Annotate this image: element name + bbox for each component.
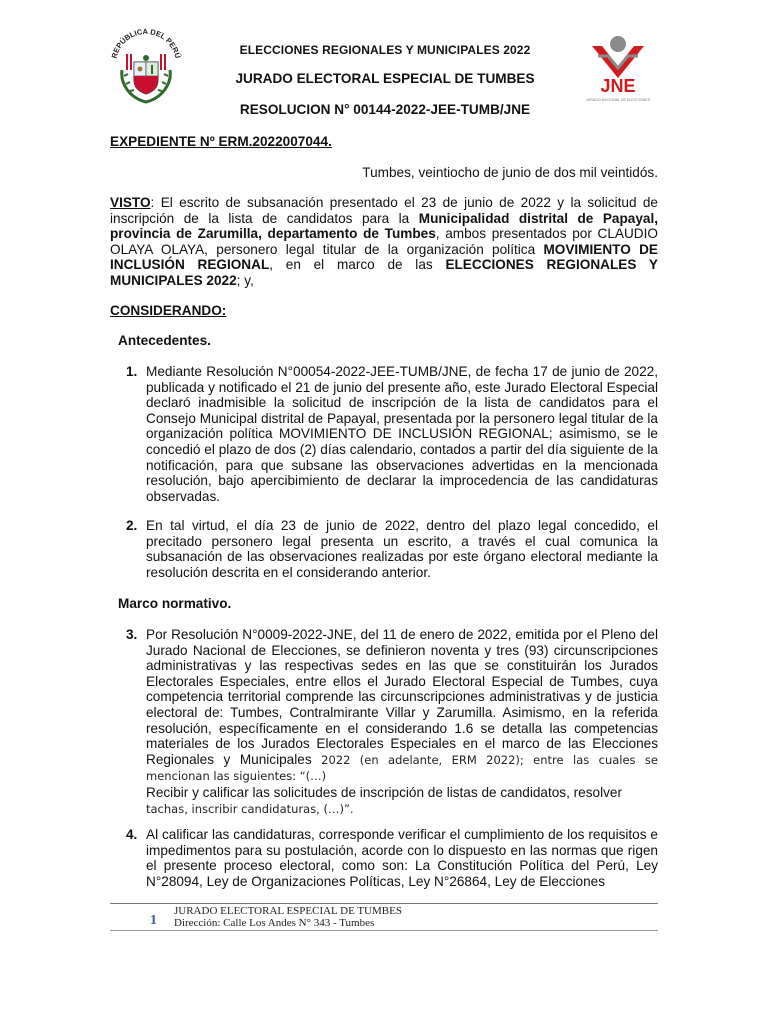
jne-logo-icon	[578, 32, 658, 104]
item-2-text: En tal virtud, el día 23 de junio de 2022, dentro del plazo legal concedido, el precitado personero legal presenta un escrito, a través el cual comunica la subsanación de las observaciones realizadas por este órgano electoral mediante la resolución descrita en el considerando anterior.	[146, 518, 658, 580]
item-2-number: 2.	[126, 518, 138, 533]
item-4-text: Al calificar las candidaturas, corresponde verificar el cumplimiento de los requisitos e impedimentos para su postulación, acorde con lo dispuesto en las normas que rigen el presente proceso electoral, como son: La Constitución Política del Perú, Ley N°28094, Ley de Organizaciones Políticas, Ley N°26864, Ley de Elecciones	[146, 827, 658, 889]
header-election-title: ELECCIONES REGIONALES Y MUNICIPALES 2022	[239, 43, 531, 57]
peru-coat-of-arms-seal	[108, 24, 184, 108]
item-4-number: 4.	[126, 827, 138, 842]
item-1-number: 1.	[126, 364, 138, 379]
item-3-quote-line-2: Recibir y calificar las solicitudes de inscripción de listas de candidatos, resolver	[146, 784, 622, 800]
header-jury-name: JURADO ELECTORAL ESPECIAL DE TUMBES	[235, 71, 535, 86]
visto-label: VISTO	[110, 195, 151, 210]
marco-normativo-heading: Marco normativo.	[118, 596, 232, 611]
item-3-text: Por Resolución N°0009-2022-JNE, del 11 de enero de 2022, emitida por el Pleno del Jurado Nacional de Elecciones, se definieron noventa y tres (93) circunscripciones administrativas y las respectivas sedes en las que se constituirán los Jurados Electorales Especiales, entre ellos el Jurado Electoral Especial de Tumbes, cuya competencia territorial comprende las circunscripciones administrativas y de justicia electoral de: Tumbes, Contralmirante Villar y Zarumilla. Asimismo, en la referida resolución, específicamente en el considerando 1.6 se detalla las competencias materiales de los Jurados Electorales Especiales en el marco de las Elecciones Regionales y Municipales 2022 (en adelante, ERM 2022); entre las cuales se mencionan las siguientes: “(…) Recibir y calificar las solicitudes de inscripción de listas de candidatos, resolver tachas, inscribir candidaturas, (…)”.	[146, 627, 658, 816]
jne-logo-text: JNE	[600, 76, 636, 96]
item-3-quote-line-1: 2022 (en adelante, ERM 2022); entre las cuales se mencionan las siguientes: “(…)	[146, 752, 658, 784]
item-3-quote-line-3: tachas, inscribir candidaturas, (…)”.	[146, 801, 354, 816]
footer-address: Dirección: Calle Los Andes N° 343 - Tumbes	[174, 917, 375, 929]
header-resolution-number: RESOLUCION N° 00144-2022-JEE-TUMB/JNE	[239, 102, 531, 117]
considerando-heading: CONSIDERANDO:	[110, 303, 227, 318]
footer-page-number: 1	[150, 913, 157, 928]
jne-logo	[578, 32, 658, 104]
expediente-number: EXPEDIENTE Nº ERM.2022007044.	[110, 134, 332, 149]
item-3-number: 3.	[126, 627, 138, 642]
footer-rule-top	[110, 903, 658, 904]
visto-paragraph: VISTO: El escrito de subsanación presentado el 23 de junio de 2022 y la solicitud de inscripción de la lista de candidatos para la Municipalidad distrital de Papayal, provincia de Zarumilla, departamento de Tumbes, ambos presentados por CLAUDIO OLAYA OLAYA, personero legal titular de la organización política MOVIMIENTO DE INCLUSIÓN REGIONAL, en el marco de las ELECCIONES REGIONALES Y MUNICIPALES 2022; y,	[110, 195, 659, 288]
coat-of-arms-icon	[108, 24, 184, 108]
jne-logo-subtitle: JURADO NACIONAL DE ELECCIONES	[585, 98, 651, 102]
footer-jury-name: JURADO ELECTORAL ESPECIAL DE TUMBES	[174, 905, 402, 917]
date-line: Tumbes, veintiocho de junio de dos mil veintidós.	[362, 165, 658, 180]
item-1-text: Mediante Resolución N°00054-2022-JEE-TUMB/JNE, de fecha 17 de junio de 2022, publicada y notificado el 21 de junio del presente año, este Jurado Electoral Especial declaró inadmisible la solicitud de inscripción de la lista de candidatos para el Consejo Municipal distrital de Papayal, presentada por la personero legal titular de la organización política MOVIMIENTO DE INCLUSIÓN REGIONAL; asimismo, se le concedió el plazo de dos (2) días calendario, contados a partir del día siguiente de la notificación, para que subsane las observaciones advertidas en la mencionada resolución, bajo apercibimiento de declarar la improcedencia de las candidaturas observadas.	[146, 364, 658, 504]
seal-arc-text: REPÚBLICA DEL PERÚ	[109, 26, 183, 60]
antecedentes-heading: Antecedentes.	[118, 333, 211, 348]
footer-rule-bottom	[110, 930, 658, 931]
